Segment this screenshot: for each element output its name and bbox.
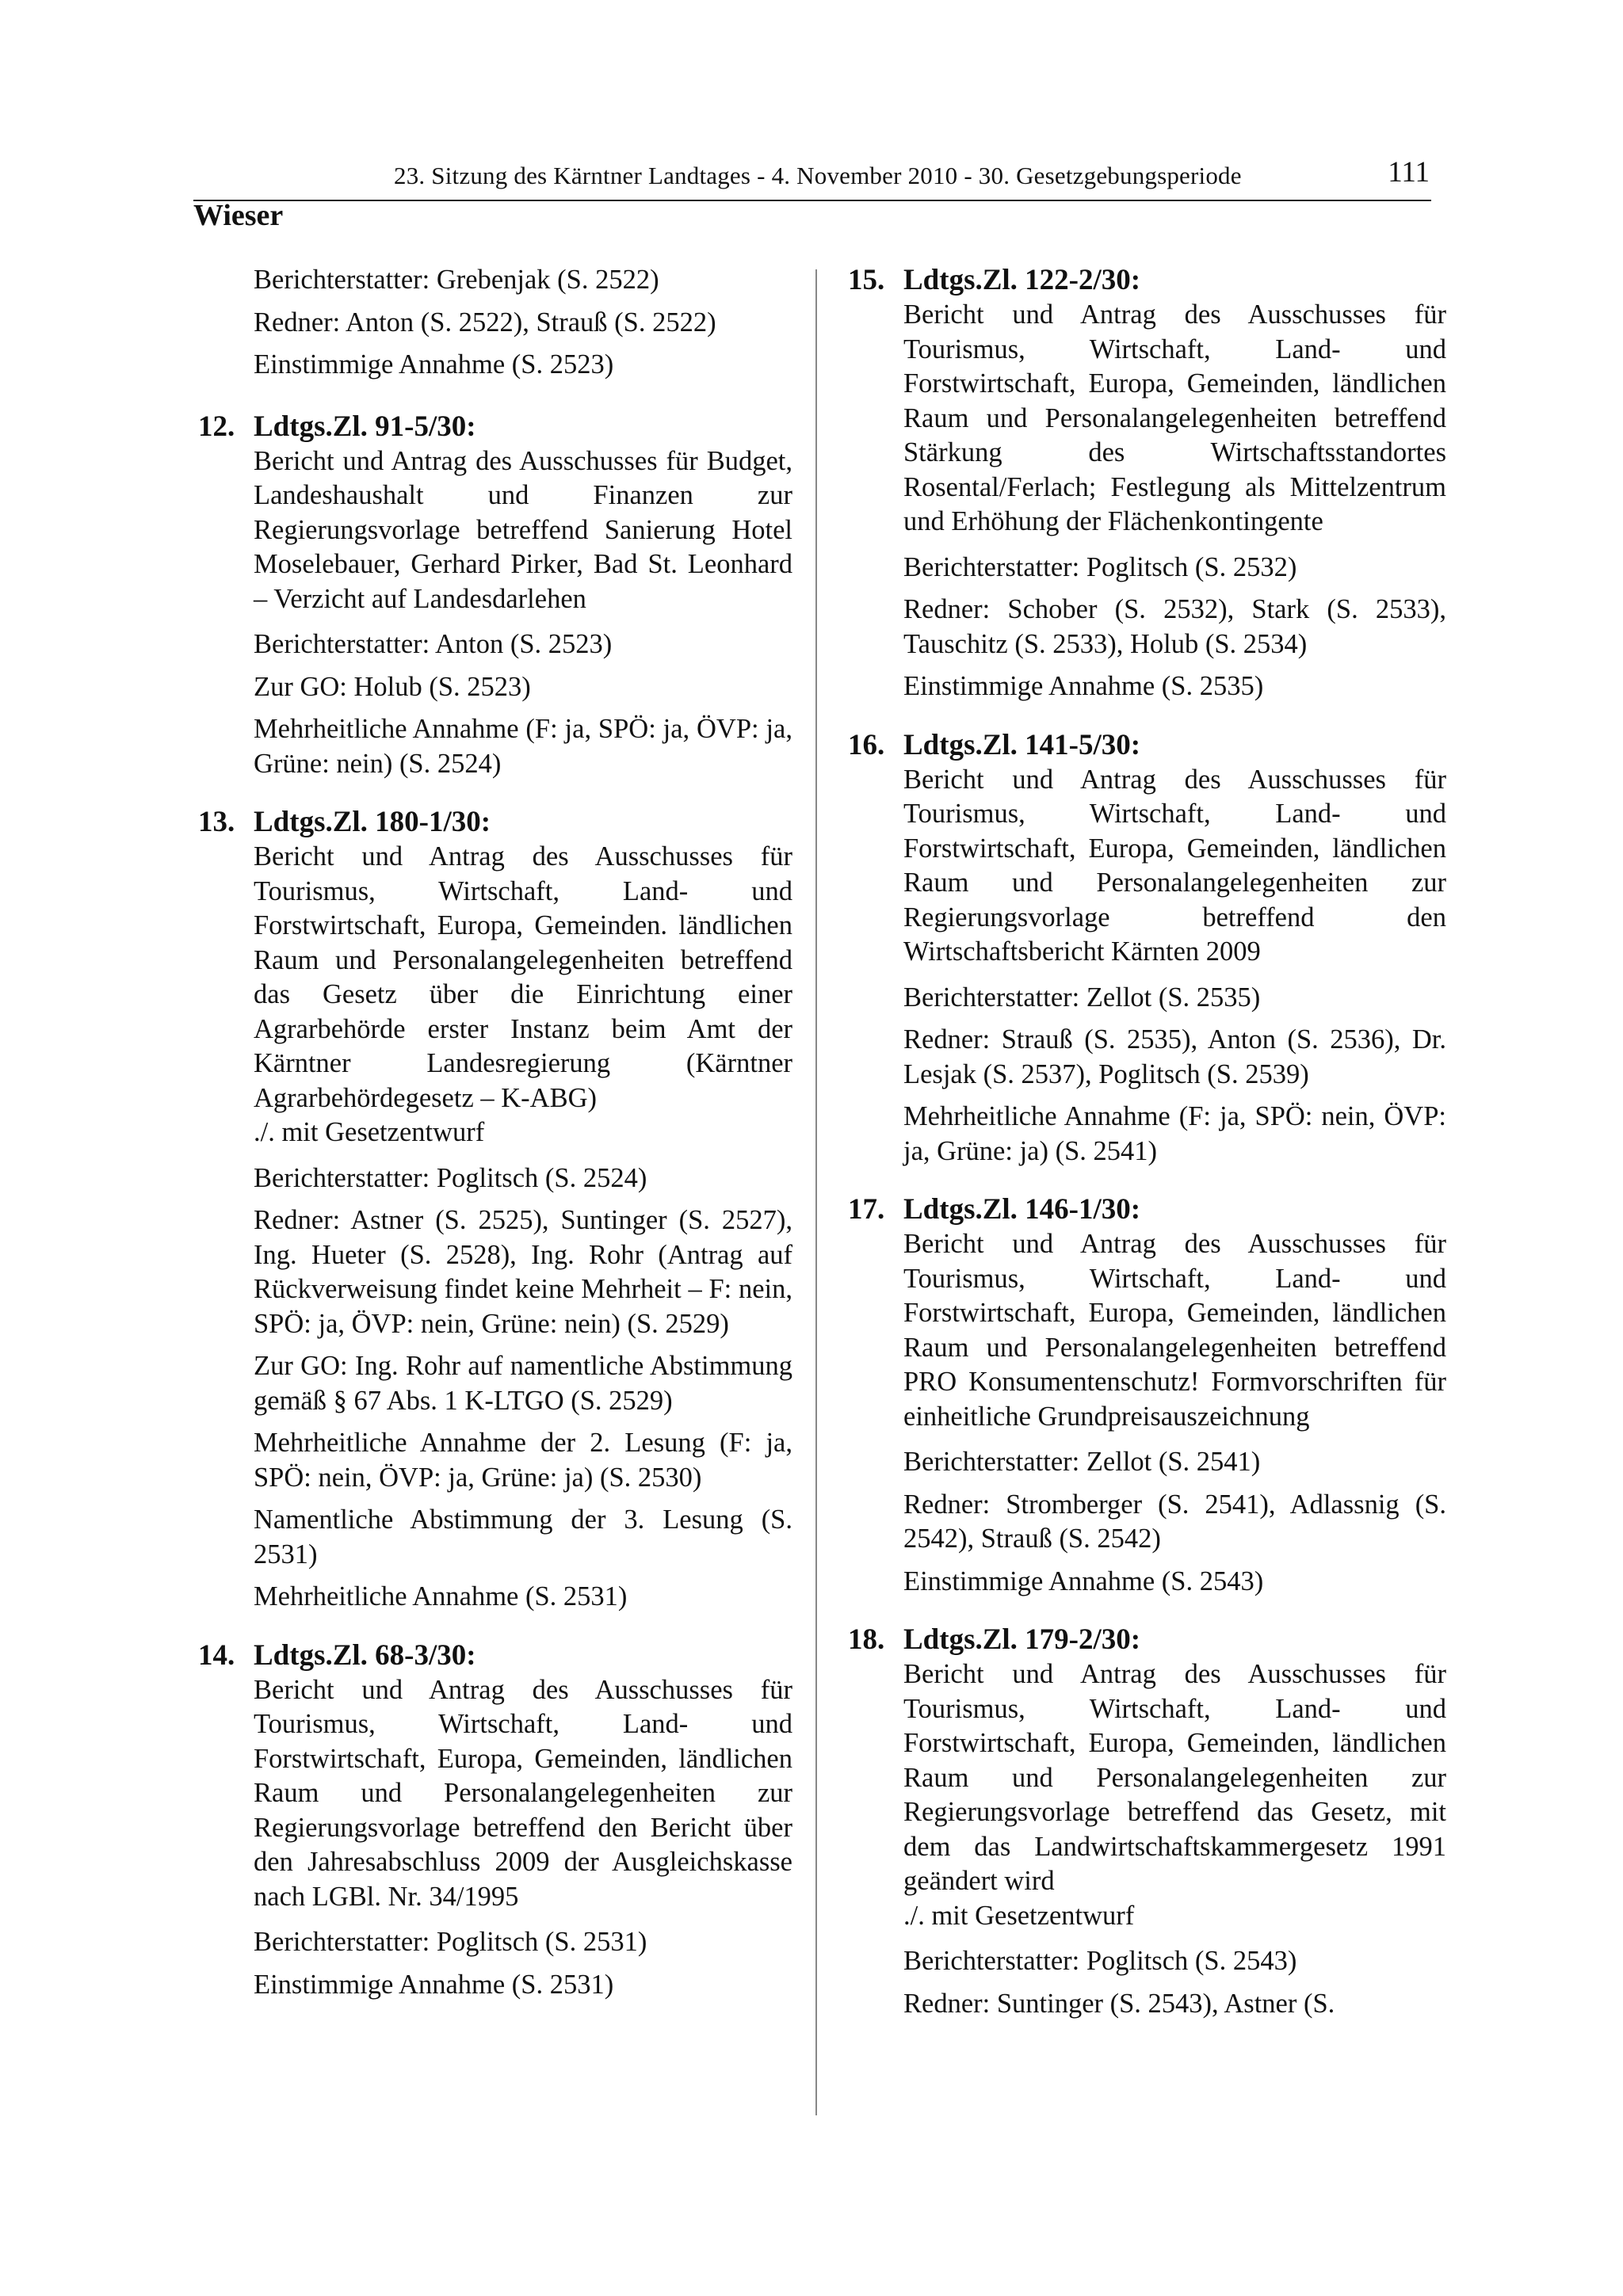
agenda-item-description: Bericht und Antrag des Ausschusses für Tourismus, Wirtschaft, Land- und Forstwirtschaft, Europa, Gemeinden, ländlichen Raum und Personalangelegenheiten zur Regierungsvorlage betreffend den Wirtschaftsbericht Kärnten 2009 <box>903 764 1446 967</box>
agenda-item-ldtgs: Ldtgs.Zl. 141-5/30: <box>903 728 1141 761</box>
agenda-item-description: Bericht und Antrag des Ausschusses für Tourismus, Wirtschaft, Land- und Forstwirtschaft, Europa, Gemeinden. ländlichen Raum und Personalangelegenheiten betreffend das Gesetz über die Einrichtung einer Agrarbehörde erster Instanz beim Amt der Kärntner Landesregierung (Kärntner Agrarbehördegesetz – K-ABG) <box>254 841 792 1113</box>
agenda-item-entry: Namentliche Abstimmung der 3. Lesung (S. 2531) <box>254 1505 792 1569</box>
agenda-item-ldtgs: Ldtgs.Zl. 68-3/30: <box>254 1638 476 1672</box>
agenda-item-number: 14. <box>198 1638 235 1672</box>
agenda-item-entry: Redner: Schober (S. 2532), Stark (S. 2533), Tauschitz (S. 2533), Holub (S. 2534) <box>903 594 1446 659</box>
agenda-item-entry: Berichterstatter: Poglitsch (S. 2531) <box>254 1927 647 1957</box>
agenda-item-attachment: ./. mit Gesetzentwurf <box>903 1900 1135 1931</box>
agenda-item-entry: Berichterstatter: Zellot (S. 2535) <box>903 982 1261 1013</box>
agenda-item-description: Bericht und Antrag des Ausschusses für Tourismus, Wirtschaft, Land- und Forstwirtschaft, Europa, Gemeinden, ländlichen Raum und Personalangelegenheiten betreffend Stärkung des Wirtschaftsstandortes Rosental/Ferlach; Festlegung als Mittelzentrum und Erhöhung der Flächenkontingente <box>903 299 1446 536</box>
session-title: 23. Sitzung des Kärntner Landtages - 4. November 2010 - 30. Gesetzgebungsperiode <box>394 162 1242 189</box>
agenda-item-heading <box>198 410 792 444</box>
agenda-item-entry: Mehrheitliche Annahme (F: ja, SPÖ: ja, ÖVP: ja, Grüne: nein) (S. 2524) <box>254 714 792 779</box>
agenda-item-body <box>254 1673 792 2003</box>
agenda-item-body <box>903 298 1446 704</box>
agenda-item <box>848 728 1446 1169</box>
agenda-item-entry: Redner: Astner (S. 2525), Suntinger (S. 2527), Ing. Hueter (S. 2528), Ing. Rohr (Antrag auf Rückverweisung findet keine Mehrheit – F: nein, SPÖ: ja, ÖVP: nein, Grüne: nein) (S. 2529) <box>254 1205 792 1339</box>
agenda-item-ldtgs: Ldtgs.Zl. 91-5/30: <box>254 410 476 443</box>
agenda-item-description: Bericht und Antrag des Ausschusses für Tourismus, Wirtschaft, Land- und Forstwirtschaft, Europa, Gemeinden, ländlichen Raum und Personalangelegenheiten zur Regierungsvorlage betreffend das Gesetz, mit dem das Landwirtschaftskammergesetz 1991 geändert wird <box>903 1659 1446 1896</box>
agenda-item-entry: Einstimmige Annahme (S. 2531) <box>254 1969 614 2000</box>
column-divider <box>815 269 817 2115</box>
left-column <box>198 263 792 2026</box>
agenda-item-body <box>254 444 792 782</box>
agenda-item-description: Bericht und Antrag des Ausschusses für Budget, Landeshaushalt und Finanzen zur Regierungsvorlage betreffend Sanierung Hotel Moselebauer, Gerhard Pirker, Bad St. Leonhard – Verzicht auf Landesdarlehen <box>254 445 792 614</box>
page-header <box>193 155 1431 201</box>
agenda-item-entry: Berichterstatter: Zellot (S. 2541) <box>903 1447 1261 1477</box>
agenda-item-entry: Zur GO: Holub (S. 2523) <box>254 671 531 702</box>
agenda-item-ldtgs: Ldtgs.Zl. 180-1/30: <box>254 806 491 838</box>
agenda-item-entry: Berichterstatter: Poglitsch (S. 2524) <box>254 1162 647 1193</box>
agenda-item-heading <box>198 805 792 840</box>
agenda-item-ldtgs: Ldtgs.Zl. 146-1/30: <box>903 1193 1141 1226</box>
agenda-item-ldtgs: Ldtgs.Zl. 179-2/30: <box>903 1623 1141 1656</box>
agenda-item-number: 15. <box>848 264 885 296</box>
agenda-item <box>848 1623 1446 2021</box>
agenda-item <box>198 410 792 782</box>
agenda-item-body <box>903 1227 1446 1599</box>
agenda-item-entry: Berichterstatter: Anton (S. 2523) <box>254 629 613 659</box>
agenda-item-ldtgs: Ldtgs.Zl. 122-2/30: <box>903 264 1141 296</box>
agenda-item <box>848 1192 1446 1599</box>
agenda-item-attachment: ./. mit Gesetzentwurf <box>254 1117 485 1147</box>
agenda-item-description: Bericht und Antrag des Ausschusses für Tourismus, Wirtschaft, Land- und Forstwirtschaft, Europa, Gemeinden, ländlichen Raum und Personalangelegenheiten zur Regierungsvorlage betreffend den Bericht über den Jahresabschluss 2009 der Ausgleichskasse nach LGBl. Nr. 34/1995 <box>254 1674 792 1912</box>
agenda-item-heading <box>848 728 1446 763</box>
agenda-item-heading <box>198 1638 792 1673</box>
agenda-item-heading <box>848 263 1446 298</box>
agenda-item-entry: Redner: Suntinger (S. 2543), Astner (S. <box>903 1988 1335 2019</box>
agenda-item <box>848 263 1446 704</box>
agenda-item-entry: Redner: Stromberger (S. 2541), Adlassnig (S. 2542), Strauß (S. 2542) <box>903 1489 1446 1554</box>
agenda-item-heading <box>848 1623 1446 1657</box>
agenda-item-number: 17. <box>848 1193 885 1226</box>
agenda-item-number: 16. <box>848 728 885 761</box>
continuation-entry: Redner: Anton (S. 2522), Strauß (S. 2522) <box>254 307 716 338</box>
agenda-item-entry: Mehrheitliche Annahme (F: ja, SPÖ: nein, ÖVP: ja, Grüne: ja) (S. 2541) <box>903 1101 1446 1166</box>
page-number: 111 <box>1388 156 1430 189</box>
agenda-item-description: Bericht und Antrag des Ausschusses für Tourismus, Wirtschaft, Land- und Forstwirtschaft, Europa, Gemeinden, ländlichen Raum und Personalangelegenheiten betreffend PRO Konsumentenschutz! Formvorschriften für einheitliche Grundpreisauszeichnung <box>903 1229 1446 1432</box>
agenda-item-entry: Mehrheitliche Annahme (S. 2531) <box>254 1581 628 1611</box>
agenda-item-entry: Berichterstatter: Poglitsch (S. 2543) <box>903 1946 1297 1976</box>
agenda-item-heading <box>848 1192 1446 1227</box>
continuation-block <box>254 263 792 383</box>
agenda-item-number: 12. <box>198 410 235 443</box>
agenda-item-body <box>903 1657 1446 2021</box>
right-column <box>848 263 1446 2045</box>
agenda-item-entry: Redner: Strauß (S. 2535), Anton (S. 2536), Dr. Lesjak (S. 2537), Poglitsch (S. 2539) <box>903 1024 1446 1089</box>
continuation-entry: Berichterstatter: Grebenjak (S. 2522) <box>254 265 659 295</box>
agenda-item-entry: Mehrheitliche Annahme der 2. Lesung (F: ja, SPÖ: nein, ÖVP: ja, Grüne: ja) (S. 2530) <box>254 1428 792 1493</box>
agenda-item-entry: Zur GO: Ing. Rohr auf namentliche Abstimmung gemäß § 67 Abs. 1 K-LTGO (S. 2529) <box>254 1351 792 1416</box>
agenda-item-entry: Einstimmige Annahme (S. 2543) <box>903 1566 1264 1596</box>
agenda-item <box>198 805 792 1615</box>
agenda-item-number: 18. <box>848 1623 885 1656</box>
agenda-item-body <box>254 840 792 1615</box>
agenda-item-entry: Berichterstatter: Poglitsch (S. 2532) <box>903 551 1297 582</box>
agenda-item-body <box>903 763 1446 1169</box>
continuation-entry: Einstimmige Annahme (S. 2523) <box>254 349 614 379</box>
speaker-name: Wieser <box>193 199 284 232</box>
agenda-item <box>198 1638 792 2003</box>
agenda-item-entry: Einstimmige Annahme (S. 2535) <box>903 671 1264 701</box>
agenda-item-number: 13. <box>198 806 235 838</box>
